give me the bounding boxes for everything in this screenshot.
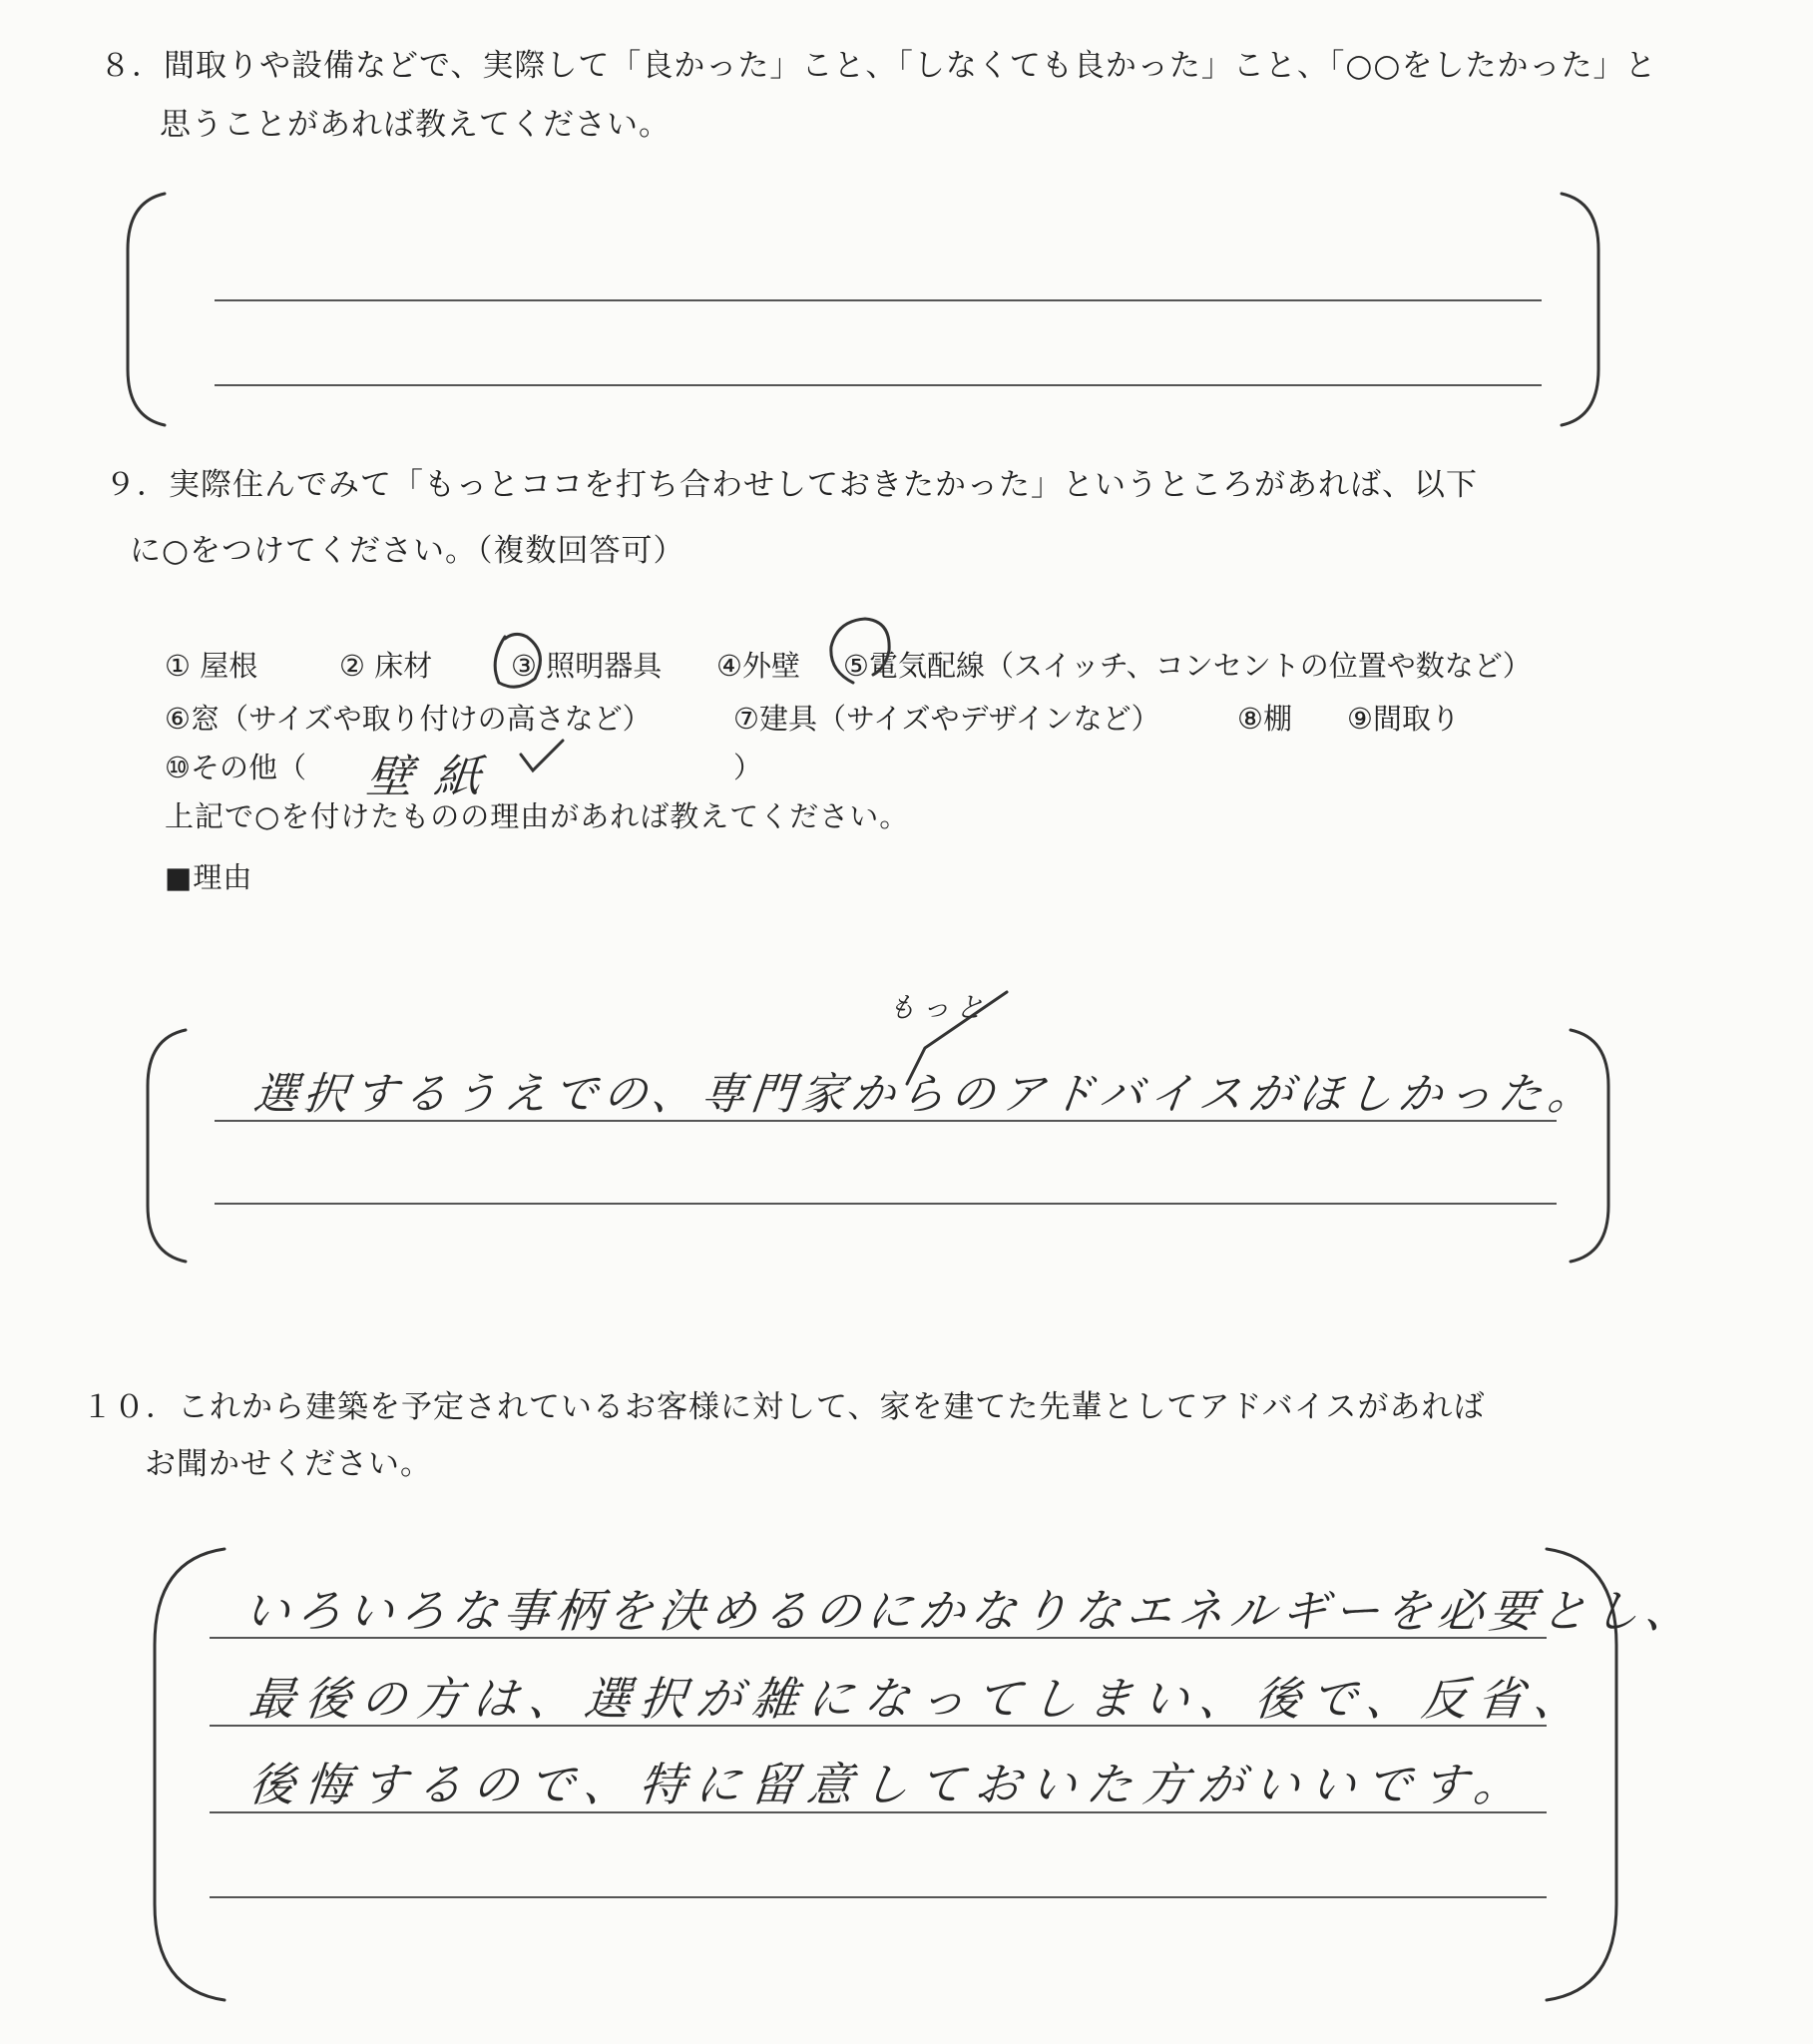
- reason-insert-handwriting: もっと: [886, 991, 992, 1024]
- q9-left-bracket: [138, 1026, 198, 1266]
- option-exterior-wall[interactable]: ④外壁: [716, 649, 800, 683]
- option-fittings[interactable]: ⑦建具（サイズやデザインなど）: [733, 702, 1160, 736]
- option-flooring[interactable]: ② 床材: [339, 649, 433, 683]
- option-window[interactable]: ⑥窓（サイズや取り付けの高さなど）: [165, 702, 652, 736]
- option-floor-plan[interactable]: ⑨間取り: [1347, 702, 1460, 736]
- q8-right-bracket: [1547, 190, 1606, 429]
- q9-reason-line-2: [215, 1203, 1557, 1205]
- q10-answer-handwriting-line2: 最後の方は、選択が雑になってしまい、後で、反省、: [245, 1672, 1592, 1726]
- q8-text-line2: 思うことがあれば教えてください。: [160, 107, 671, 143]
- q9-text-line1: ９．実際住んでみて「もっとココを打ち合わせしておきたかった」というところがあれば、以下: [105, 467, 1478, 503]
- q10-answer-handwriting-line3: 後悔するので、特に留意しておいた方がいいです。: [245, 1758, 1533, 1811]
- q10-text-line1: １０．これから建築を予定されているお客様に対して、家を建てた先輩としてアドバイスがあれば: [82, 1389, 1486, 1425]
- option-other-close-paren: ）: [733, 751, 763, 784]
- q8-left-bracket: [120, 190, 180, 429]
- q10-answer-line-4: [210, 1896, 1547, 1898]
- option-shelf[interactable]: ⑧棚: [1237, 702, 1292, 736]
- q8-text-line1: ８．間取りや設備などで、実際して「良かった」こと、「しなくても良かった」こと、「○○をしたかった」と: [100, 48, 1657, 84]
- q10-left-bracket: [145, 1545, 234, 2004]
- q9-reason-label: ■理由: [165, 860, 253, 894]
- option-roof[interactable]: ① 屋根: [165, 649, 258, 683]
- q10-answer-handwriting-line1: いろいろな事柄を決めるのにかなりなエネルギーを必要とし、: [240, 1584, 1700, 1638]
- circle-mark-lighting: [487, 631, 557, 691]
- q10-text-line2: お聞かせください。: [145, 1446, 432, 1482]
- circle-mark-electrical: [823, 611, 903, 691]
- other-answer-handwriting: 壁紙: [363, 750, 506, 803]
- option-lighting[interactable]: ③ 照明器具: [511, 649, 663, 683]
- q8-answer-line-1: [215, 299, 1542, 301]
- q9-reason-prompt: 上記で○を付けたものの理由があれば教えてください。: [165, 799, 910, 833]
- q9-text-line2: に○をつけてください。（複数回答可）: [130, 533, 685, 569]
- option-electrical-wiring[interactable]: ⑤電気配線（スイッチ、コンセントの位置や数など）: [843, 649, 1532, 683]
- other-answer-check-mark: [517, 737, 567, 776]
- option-other[interactable]: ⑩その他（: [165, 751, 306, 784]
- q8-answer-line-2: [215, 384, 1542, 386]
- reason-answer-handwriting: 選択するうえでの、専門家からのアドバイスがほしかった。: [250, 1069, 1601, 1120]
